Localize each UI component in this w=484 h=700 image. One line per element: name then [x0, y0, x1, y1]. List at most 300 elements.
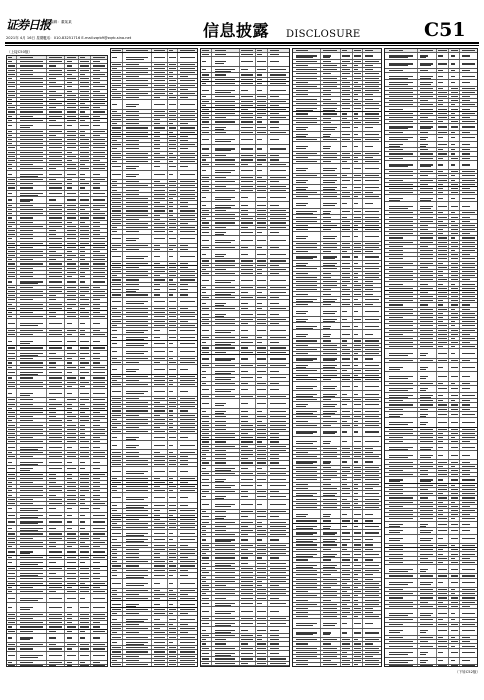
cell-text-glyphs: [20, 205, 32, 206]
cell-text-glyphs: [93, 420, 100, 421]
table-cell: [178, 357, 197, 360]
table-cell: [91, 398, 107, 401]
table-cell: [123, 335, 152, 341]
table-cell: [91, 311, 107, 314]
cell-text-glyphs: [20, 662, 32, 663]
table-cell: [17, 440, 47, 443]
table-cell: [123, 608, 152, 611]
cell-text-glyphs: [154, 632, 165, 633]
table-cell: [178, 522, 197, 525]
cell-text-glyphs: [8, 495, 12, 496]
cell-text-glyphs: [80, 441, 88, 442]
table-cell: [178, 214, 197, 217]
table-cell: [47, 647, 65, 650]
table-cell: [152, 597, 167, 600]
table-cell: [79, 123, 91, 129]
cell-text-glyphs: [169, 362, 176, 363]
cell-text-glyphs: [154, 279, 165, 280]
table-cell: [152, 164, 167, 170]
cell-text-glyphs: [180, 362, 194, 363]
cell-text-glyphs: [67, 441, 77, 442]
cell-text-glyphs: [20, 341, 32, 342]
cell-text-glyphs: [67, 107, 77, 108]
cell-text-glyphs: [49, 503, 62, 504]
table-cell: [7, 303, 17, 306]
cell-text-glyphs: [20, 120, 42, 121]
cell-text-glyphs: [180, 539, 194, 540]
table-cell: [17, 428, 47, 431]
table-cell: [91, 85, 107, 88]
cell-text-glyphs: [80, 164, 85, 165]
cell-text-glyphs: [67, 614, 73, 615]
cell-text-glyphs: [154, 223, 165, 224]
table-cell: [17, 537, 47, 540]
cell-text-glyphs: [180, 181, 194, 182]
table-cell: [65, 526, 79, 532]
cell-text-glyphs: [49, 251, 56, 252]
cell-text-glyphs: [8, 429, 15, 430]
cell-text-glyphs: [49, 152, 62, 153]
cell-text-glyphs: [80, 583, 85, 584]
table-cell: [152, 589, 167, 592]
table-cell: [7, 513, 17, 519]
cell-text-glyphs: [20, 287, 32, 288]
cell-text-glyphs: [126, 656, 138, 657]
cell-text-glyphs: [126, 50, 147, 51]
cell-text-glyphs: [8, 330, 15, 331]
cell-text-glyphs: [20, 399, 32, 400]
cell-text-glyphs: [80, 456, 88, 457]
cell-text-glyphs: [49, 125, 62, 126]
table-cell: [268, 67, 289, 73]
table-cell: [91, 204, 107, 207]
cell-text-glyphs: [49, 412, 56, 413]
cell-text-glyphs: [67, 238, 77, 239]
table-cell: [17, 56, 47, 59]
table-cell: [17, 311, 47, 314]
table-cell: [47, 81, 65, 84]
cell-text-glyphs: [112, 664, 120, 665]
table-cell: [91, 221, 107, 224]
table-cell: [79, 182, 91, 185]
table-cell: [47, 451, 65, 454]
table-cell: [91, 661, 107, 664]
cell-text-glyphs: [126, 132, 147, 133]
cell-text-glyphs: [8, 372, 15, 373]
cell-text-glyphs: [112, 632, 117, 633]
table-cell: [17, 459, 47, 465]
cell-text-glyphs: [20, 272, 32, 273]
cell-text-glyphs: [180, 533, 194, 534]
table-cell: [47, 423, 65, 426]
table-cell: [91, 489, 107, 492]
table-cell: [79, 290, 91, 293]
table-cell: [17, 142, 47, 145]
cell-text-glyphs: [20, 187, 32, 188]
cell-text-glyphs: [241, 50, 252, 51]
table-cell: [152, 430, 167, 433]
cell-text-glyphs: [20, 433, 42, 434]
cell-text-glyphs: [67, 347, 73, 348]
cell-text-glyphs: [20, 91, 42, 92]
table-cell: [168, 252, 178, 260]
table-cell: [47, 506, 65, 512]
cell-text-glyphs: [49, 462, 62, 463]
cell-text-glyphs: [67, 82, 73, 83]
table-cell: [111, 139, 123, 142]
cell-text-glyphs: [49, 168, 56, 169]
cell-text-glyphs: [20, 542, 42, 543]
table-cell: [65, 407, 79, 410]
cell-text-glyphs: [126, 549, 138, 550]
table-cell: [178, 426, 197, 429]
cell-text-glyphs: [126, 198, 147, 199]
table-cell: [123, 434, 152, 440]
disclosure-table-column-2: [110, 48, 198, 667]
cell-text-glyphs: [180, 431, 194, 432]
table-cell: [17, 182, 47, 185]
table-cell: [65, 415, 79, 418]
table-cell: [65, 146, 79, 149]
cell-text-glyphs: [112, 570, 117, 571]
cell-text-glyphs: [112, 598, 120, 599]
table-cell: [7, 123, 17, 129]
table-cell: [17, 477, 47, 480]
table-cell: [79, 537, 91, 540]
cell-text-glyphs: [67, 57, 77, 58]
table-cell: [91, 178, 107, 181]
cell-text-glyphs: [126, 486, 147, 487]
cell-text-glyphs: [169, 549, 176, 550]
cell-text-glyphs: [169, 613, 173, 614]
table-cell: [65, 451, 79, 454]
table-cell: [111, 244, 123, 247]
cell-text-glyphs: [20, 474, 42, 475]
cell-text-glyphs: [93, 95, 105, 96]
cell-text-glyphs: [154, 515, 160, 516]
table-cell: [168, 293, 178, 296]
cell-text-glyphs: [169, 227, 176, 228]
table-cell: [7, 444, 17, 450]
table-cell: [152, 320, 167, 323]
table-cell: [79, 455, 91, 458]
table-cell: [111, 387, 123, 395]
table-cell: [7, 155, 17, 158]
cell-text-glyphs: [180, 660, 194, 661]
table-cell: [201, 49, 212, 52]
cell-text-glyphs: [112, 575, 117, 576]
cell-text-glyphs: [93, 99, 105, 100]
table-cell: [47, 519, 65, 525]
cell-text-glyphs: [20, 135, 42, 136]
cell-text-glyphs: [126, 533, 147, 534]
cell-text-glyphs: [126, 161, 147, 162]
table-cell: [91, 370, 107, 376]
table-cell: [47, 428, 65, 431]
table-cell: [178, 131, 197, 134]
cell-text-glyphs: [169, 312, 176, 313]
table-cell: [7, 191, 17, 197]
cell-text-glyphs: [126, 358, 147, 359]
table-cell: [152, 92, 167, 95]
cell-text-glyphs: [169, 384, 173, 385]
table-cell: [152, 118, 167, 121]
cell-text-glyphs: [93, 591, 105, 592]
table-cell: [178, 489, 197, 492]
table-cell: [79, 216, 91, 219]
table-cell: [168, 434, 178, 440]
cell-text-glyphs: [154, 76, 165, 77]
table-cell: [152, 569, 167, 572]
cell-text-glyphs: [8, 263, 15, 264]
table-cell: [123, 126, 152, 129]
table-cell: [7, 630, 17, 633]
cell-text-glyphs: [20, 304, 42, 305]
table-cell: [178, 160, 197, 163]
cell-text-glyphs: [8, 193, 12, 194]
table-cell: [152, 184, 167, 187]
cell-text-glyphs: [67, 222, 73, 223]
cell-text-glyphs: [126, 478, 147, 479]
table-cell: [123, 397, 152, 400]
cell-text-glyphs: [154, 609, 165, 610]
cell-text-glyphs: [20, 495, 42, 496]
cell-text-glyphs: [169, 410, 173, 411]
table-cell: [123, 414, 152, 417]
table-cell: [17, 106, 47, 109]
cell-text-glyphs: [169, 136, 176, 137]
table-cell: [47, 94, 65, 97]
cell-text-glyphs: [80, 281, 85, 282]
table-cell: [152, 152, 167, 155]
table-cell: [17, 155, 47, 158]
table-row: [7, 519, 107, 526]
cell-text-glyphs: [169, 119, 176, 120]
cell-text-glyphs: [154, 664, 165, 665]
cell-text-glyphs: [169, 583, 173, 584]
cell-text-glyphs: [112, 190, 117, 191]
table-cell: [7, 279, 17, 285]
table-cell: [111, 67, 123, 70]
cell-text-glyphs: [20, 143, 42, 144]
cell-text-glyphs: [169, 198, 173, 199]
cell-text-glyphs: [93, 160, 100, 161]
cell-text-glyphs: [126, 144, 138, 145]
table-cell: [17, 250, 47, 253]
table-cell: [178, 114, 197, 117]
table-cell: [47, 361, 65, 364]
cell-text-glyphs: [80, 393, 88, 394]
cell-text-glyphs: [49, 209, 62, 210]
table-cell: [152, 608, 167, 611]
table-cell: [152, 514, 167, 517]
cell-text-glyphs: [112, 271, 120, 272]
table-cell: [7, 582, 17, 585]
cell-text-glyphs: [8, 441, 15, 442]
table-cell: [168, 640, 178, 646]
cell-text-glyphs: [154, 119, 160, 120]
cell-text-glyphs: [169, 245, 176, 246]
table-cell: [168, 100, 178, 108]
table-cell: [168, 92, 178, 95]
cell-text-glyphs: [112, 505, 117, 506]
cell-text-glyphs: [154, 533, 165, 534]
cell-text-glyphs: [8, 538, 15, 539]
table-cell: [152, 49, 167, 52]
table-cell: [111, 320, 123, 323]
cell-text-glyphs: [93, 312, 100, 313]
cell-text-glyphs: [49, 95, 62, 96]
table-cell: [168, 579, 178, 587]
cell-text-glyphs: [80, 425, 85, 426]
table-cell: [123, 315, 152, 318]
cell-text-glyphs: [49, 304, 62, 305]
table-cell: [7, 634, 17, 642]
cell-text-glyphs: [93, 515, 105, 516]
table-cell: [91, 346, 107, 349]
cell-text-glyphs: [8, 135, 12, 136]
table-cell: [7, 537, 17, 540]
table-cell: [79, 163, 91, 166]
cell-text-glyphs: [20, 312, 32, 313]
cell-text-glyphs: [49, 276, 62, 277]
table-cell: [7, 90, 17, 93]
table-cell: [91, 603, 107, 611]
table-cell: [91, 186, 107, 189]
table-cell: [152, 612, 167, 615]
cell-text-glyphs: [49, 404, 62, 405]
cell-text-glyphs: [154, 423, 165, 424]
table-cell: [152, 414, 167, 417]
cell-text-glyphs: [112, 68, 117, 69]
table-cell: [17, 64, 47, 67]
table-cell: [152, 616, 167, 622]
table-cell: [79, 489, 91, 492]
table-cell: [7, 493, 17, 496]
cell-text-glyphs: [8, 217, 12, 218]
cell-text-glyphs: [67, 312, 77, 313]
table-cell: [79, 549, 91, 555]
cell-text-glyphs: [126, 431, 147, 432]
table-cell: [47, 526, 65, 532]
cell-text-glyphs: [8, 139, 12, 140]
cell-text-glyphs: [180, 384, 194, 385]
cell-text-glyphs: [93, 217, 105, 218]
table-cell: [17, 98, 47, 101]
table-cell: [17, 171, 47, 177]
cell-text-glyphs: [67, 482, 77, 483]
table-cell: [17, 90, 47, 93]
table-cell: [152, 270, 167, 273]
table-cell: [111, 92, 123, 95]
table-cell: [65, 455, 79, 458]
cell-text-glyphs: [180, 464, 188, 465]
cell-text-glyphs: [20, 631, 32, 632]
table-cell: [7, 432, 17, 435]
table-cell: [7, 652, 17, 660]
table-cell: [91, 81, 107, 84]
table-row: [7, 319, 107, 328]
cell-text-glyphs: [112, 515, 120, 516]
table-cell: [17, 315, 47, 318]
table-cell: [178, 143, 197, 146]
table-cell: [47, 652, 65, 660]
cell-text-glyphs: [112, 330, 117, 331]
table-cell: [168, 114, 178, 117]
table-cell: [7, 643, 17, 646]
table-cell: [17, 233, 47, 236]
cell-text-glyphs: [67, 272, 77, 273]
cell-text-glyphs: [154, 215, 160, 216]
cell-text-glyphs: [180, 505, 188, 506]
cell-text-glyphs: [8, 226, 12, 227]
table-cell: [7, 60, 17, 63]
cell-text-glyphs: [126, 553, 138, 554]
cell-text-glyphs: [8, 382, 15, 383]
table-cell: [123, 324, 152, 327]
cell-text-glyphs: [93, 193, 105, 194]
cell-text-glyphs: [126, 402, 147, 403]
cell-text-glyphs: [67, 462, 73, 463]
table-cell: [47, 130, 65, 133]
cell-text-glyphs: [126, 384, 147, 385]
cell-text-glyphs: [112, 144, 120, 145]
table-cell: [111, 556, 123, 559]
cell-text-glyphs: [126, 190, 138, 191]
table-cell: [178, 118, 197, 121]
cell-text-glyphs: [20, 234, 32, 235]
table-cell: [91, 419, 107, 422]
table-cell: [79, 69, 91, 72]
cell-text-glyphs: [8, 230, 15, 231]
table-cell: [91, 142, 107, 145]
cell-text-glyphs: [67, 268, 77, 269]
cell-text-glyphs: [180, 166, 188, 167]
cell-text-glyphs: [49, 382, 62, 383]
cell-text-glyphs: [112, 161, 117, 162]
table-cell: [212, 67, 240, 73]
table-cell: [17, 617, 47, 620]
cell-text-glyphs: [8, 251, 15, 252]
cell-text-glyphs: [154, 376, 165, 377]
table-cell: [91, 246, 107, 249]
table-cell: [111, 160, 123, 163]
table-cell: [47, 419, 65, 422]
cell-text-glyphs: [112, 132, 120, 133]
table-row: [7, 665, 107, 666]
cell-text-glyphs: [8, 74, 15, 75]
table-cell: [111, 441, 123, 449]
table-cell: [168, 226, 178, 229]
table-cell: [7, 94, 17, 97]
cell-text-glyphs: [180, 565, 194, 566]
cell-text-glyphs: [180, 515, 194, 516]
table-cell: [152, 526, 167, 529]
table-cell: [7, 473, 17, 476]
table-cell: [91, 617, 107, 620]
cell-text-glyphs: [67, 160, 73, 161]
table-cell: [7, 73, 17, 76]
table-cell: [178, 341, 197, 347]
cell-text-glyphs: [93, 143, 105, 144]
cell-text-glyphs: [126, 515, 147, 516]
cell-text-glyphs: [49, 478, 56, 479]
table-cell: [111, 214, 123, 217]
table-cell: [152, 635, 167, 638]
table-cell: [17, 532, 47, 535]
table-cell: [65, 337, 79, 345]
table-cell: [168, 298, 178, 306]
